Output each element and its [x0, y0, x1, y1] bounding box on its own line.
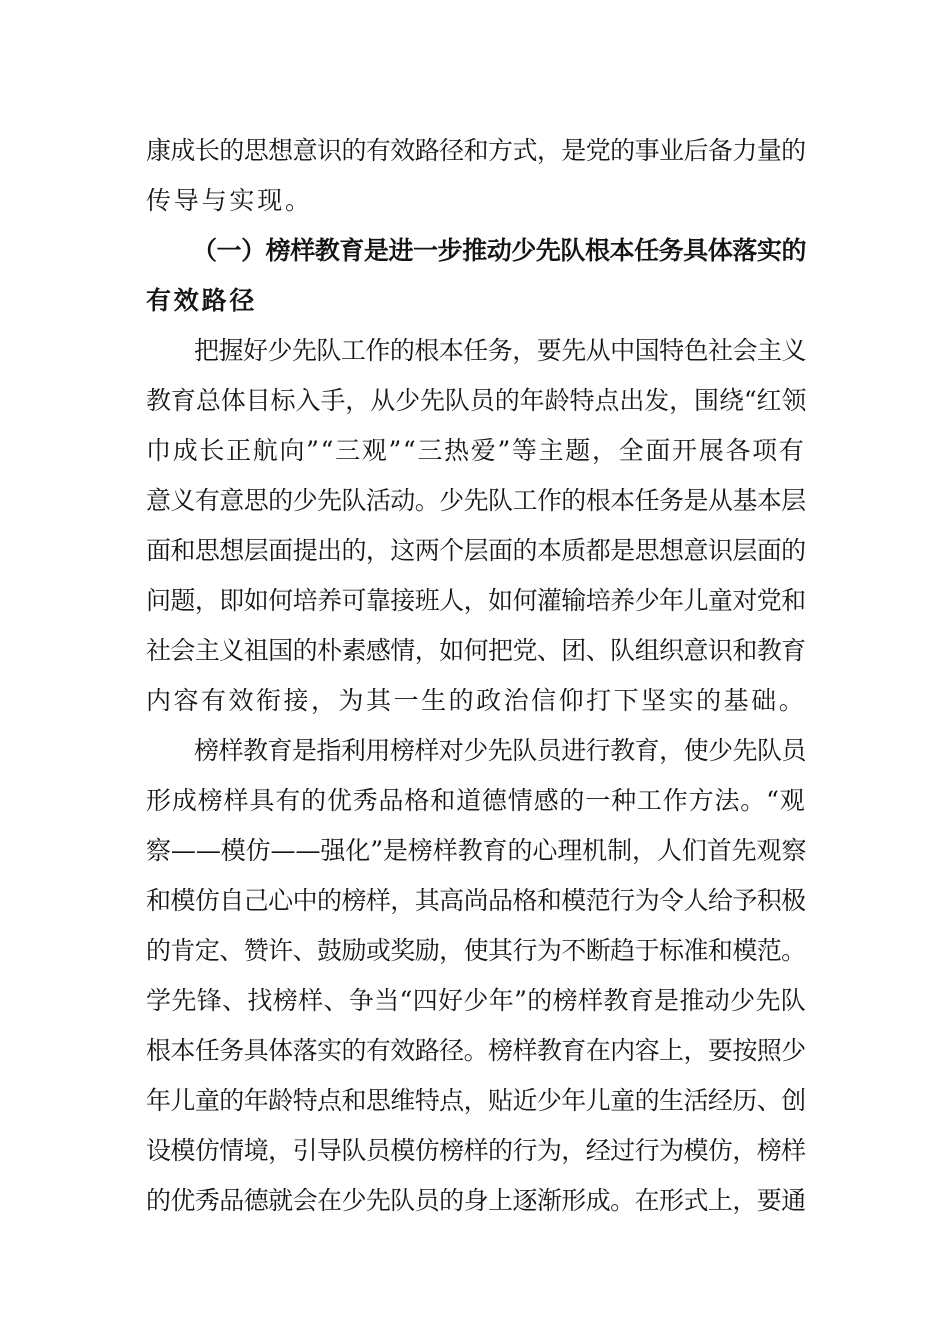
text-line: 传导与实现。 [146, 186, 313, 215]
text-line: 教育总体目标入手，从少先队员的年龄特点出发，围绕“红领 [146, 386, 807, 415]
text-line: 的肯定、赞许、鼓励或奖励，使其行为不断趋于标准和模范。 [146, 936, 806, 965]
text-line: 根本任务具体落实的有效路径。榜样教育在内容上，要按照少 [146, 1036, 806, 1065]
text-line: 意义有意思的少先队活动。少先队工作的根本任务是从基本层 [146, 486, 806, 515]
paragraph-first-line: 把握好少先队工作的根本任务，要先从中国特色社会主义 [194, 336, 807, 365]
text-line: 和模仿自己心中的榜样，其高尚品格和模范行为令人给予积极 [146, 886, 806, 915]
text-line: 的优秀品德就会在少先队员的身上逐渐形成。在形式上，要通 [146, 1186, 806, 1215]
paragraph-first-line: 榜样教育是指利用榜样对少先队员进行教育，使少先队员 [194, 736, 807, 765]
section-heading: （一）榜样教育是进一步推动少先队根本任务具体落实的 [192, 236, 807, 265]
text-line: 内容有效衔接，为其一生的政治信仰打下坚实的基础。 [146, 686, 807, 715]
text-line: 年儿童的年龄特点和思维特点，贴近少年儿童的生活经历、创 [146, 1086, 806, 1115]
text-line: 巾成长正航向”“三观”“三热爱”等主题，全面开展各项有 [146, 436, 806, 465]
text-line: 设模仿情境，引导队员模仿榜样的行为，经过行为模仿，榜样 [146, 1136, 806, 1165]
text-line: 面和思想层面提出的，这两个层面的本质都是思想意识层面的 [146, 536, 806, 565]
text-line: 康成长的思想意识的有效路径和方式，是党的事业后备力量的 [146, 136, 806, 165]
section-heading-continuation: 有效路径 [146, 286, 258, 315]
text-line: 社会主义祖国的朴素感情，如何把党、团、队组织意识和教育 [146, 636, 806, 665]
text-line: 形成榜样具有的优秀品格和道德情感的一种工作方法。“观 [146, 786, 806, 815]
text-line: 问题，即如何培养可靠接班人，如何灌输培养少年儿童对党和 [146, 586, 806, 615]
text-line: 察——模仿——强化”是榜样教育的心理机制，人们首先观察 [146, 836, 807, 865]
text-line: 学先锋、找榜样、争当“四好少年”的榜样教育是推动少先队 [146, 986, 807, 1015]
